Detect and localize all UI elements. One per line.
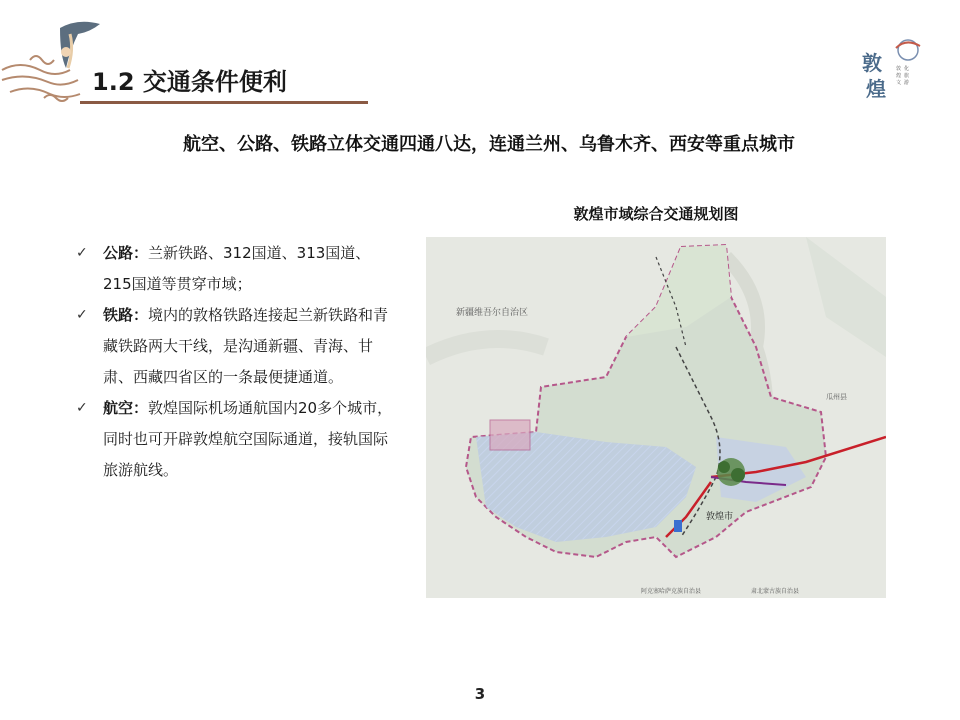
- svg-text:旅: 旅: [904, 73, 910, 79]
- svg-text:游: 游: [904, 80, 910, 86]
- section-title: 1.2 交通条件便利: [92, 68, 287, 96]
- transport-map: [426, 237, 886, 598]
- checkmark-icon: ✓: [76, 245, 88, 261]
- bullet-text: 敦煌国际机场通航国内20多个城市，同时也可开辟敦煌航空国际通道，接轨国际旅游航线。: [103, 399, 393, 479]
- feature-list: [76, 238, 396, 486]
- svg-text:煌: 煌: [896, 73, 902, 79]
- bullet-text: 境内的敦格铁路连接起兰新铁路和青藏铁路两大干线，是沟通新疆、青海、甘肃、西藏四省区的一条最便捷通道。: [103, 306, 389, 386]
- svg-text:化: 化: [904, 66, 910, 72]
- bullet-key: 航空：: [103, 399, 149, 417]
- map-caption: 敦煌市域综合交通规划图: [573, 205, 739, 223]
- title-underline: [80, 101, 368, 104]
- bullet-key: 铁路：: [103, 306, 149, 324]
- dunhuang-logo: [856, 36, 928, 108]
- svg-text:敦: 敦: [862, 51, 882, 75]
- svg-text:文: 文: [896, 80, 902, 86]
- bullet-road: [76, 238, 396, 300]
- checkmark-icon: ✓: [76, 400, 88, 416]
- svg-text:煌: 煌: [866, 77, 886, 101]
- svg-text:敦: 敦: [896, 66, 902, 72]
- map-label-dunhuang: 敦煌市: [706, 512, 734, 522]
- bullet-text: 兰新铁路、312国道、313国道、215国道等贯穿市域；: [103, 244, 371, 293]
- page-number: 3: [474, 685, 486, 703]
- map-label-xinjiang: 新疆维吾尔自治区: [456, 308, 529, 318]
- map-label-akesai: 阿克塞哈萨克族自治县: [641, 588, 702, 595]
- bullet-key: 公路：: [103, 244, 149, 262]
- bullet-railway: [76, 300, 396, 393]
- checkmark-icon: ✓: [76, 307, 88, 323]
- map-label-subei: 肃北蒙古族自治县: [751, 588, 800, 595]
- headline: 航空、公路、铁路立体交通四通八达，连通兰州、乌鲁木齐、西安等重点城市: [183, 134, 795, 155]
- map-label-guazhou: 瓜州县: [826, 393, 847, 401]
- bullet-aviation: [76, 393, 396, 486]
